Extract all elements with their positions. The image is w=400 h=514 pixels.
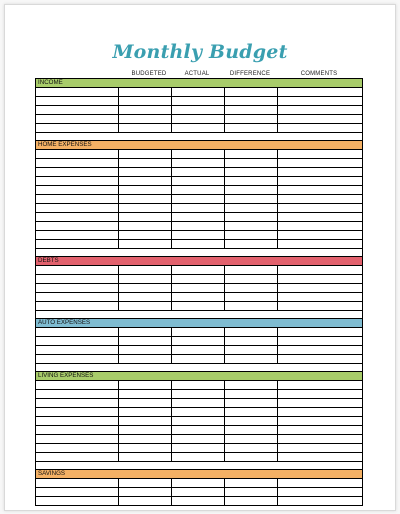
column-divider <box>277 106 278 114</box>
table-row[interactable] <box>36 266 362 275</box>
column-divider <box>277 275 278 283</box>
column-divider <box>171 97 172 105</box>
column-divider <box>171 213 172 221</box>
column-divider <box>171 150 172 158</box>
section-header-living-expenses: LIVING EXPENSES <box>36 372 362 381</box>
column-divider <box>277 186 278 194</box>
column-divider <box>118 399 119 407</box>
table-row[interactable] <box>36 231 362 240</box>
table-row[interactable] <box>36 159 362 168</box>
column-divider <box>277 97 278 105</box>
section-spacer <box>36 462 362 470</box>
column-header-comments: COMMENTS <box>300 71 338 77</box>
column-divider <box>224 204 225 212</box>
column-divider <box>171 479 172 487</box>
table-row[interactable] <box>36 381 362 390</box>
table-row[interactable] <box>36 302 362 311</box>
table-row[interactable] <box>36 328 362 337</box>
column-divider <box>224 328 225 336</box>
table-row[interactable] <box>36 417 362 426</box>
column-divider <box>224 399 225 407</box>
column-divider <box>171 293 172 301</box>
column-divider <box>171 355 172 363</box>
column-divider <box>118 417 119 425</box>
column-divider <box>171 284 172 292</box>
column-divider <box>118 337 119 345</box>
column-divider <box>118 222 119 230</box>
table-row[interactable] <box>36 426 362 435</box>
table-row[interactable] <box>36 408 362 417</box>
column-divider <box>277 293 278 301</box>
column-divider <box>277 417 278 425</box>
column-divider <box>118 390 119 398</box>
column-divider <box>277 150 278 158</box>
column-divider <box>277 222 278 230</box>
column-divider <box>277 302 278 310</box>
column-divider <box>171 435 172 443</box>
table-row[interactable] <box>36 168 362 177</box>
section-spacer <box>36 133 362 141</box>
section-header-debts: DEBTS <box>36 257 362 266</box>
column-divider <box>224 488 225 496</box>
column-divider <box>277 390 278 398</box>
column-divider <box>118 293 119 301</box>
table-row[interactable] <box>36 204 362 213</box>
table-row[interactable] <box>36 115 362 124</box>
column-divider <box>224 302 225 310</box>
column-divider <box>118 204 119 212</box>
column-divider <box>224 426 225 434</box>
column-divider <box>118 435 119 443</box>
column-divider <box>171 399 172 407</box>
column-divider <box>171 337 172 345</box>
column-divider <box>224 497 225 505</box>
column-divider <box>224 106 225 114</box>
column-divider <box>118 453 119 461</box>
column-divider <box>224 150 225 158</box>
column-divider <box>171 168 172 176</box>
table-row[interactable] <box>36 195 362 204</box>
column-divider <box>277 159 278 167</box>
table-row[interactable] <box>36 97 362 106</box>
table-row[interactable] <box>36 275 362 284</box>
table-row[interactable] <box>36 497 362 506</box>
column-divider <box>171 302 172 310</box>
column-divider <box>224 88 225 96</box>
column-divider <box>277 204 278 212</box>
column-divider <box>171 266 172 274</box>
column-divider <box>118 97 119 105</box>
column-divider <box>118 150 119 158</box>
column-divider <box>118 381 119 389</box>
column-divider <box>277 177 278 185</box>
column-divider <box>277 115 278 123</box>
column-divider <box>224 97 225 105</box>
column-divider <box>277 497 278 505</box>
column-divider <box>224 444 225 452</box>
column-divider <box>118 497 119 505</box>
column-divider <box>224 381 225 389</box>
column-divider <box>277 328 278 336</box>
column-divider <box>118 408 119 416</box>
section-header-savings: SAVINGS <box>36 470 362 479</box>
table-row[interactable] <box>36 106 362 115</box>
budget-table <box>35 78 363 506</box>
column-divider <box>277 479 278 487</box>
column-divider <box>118 275 119 283</box>
column-divider <box>118 159 119 167</box>
column-divider <box>171 497 172 505</box>
table-row[interactable] <box>36 390 362 399</box>
table-row[interactable] <box>36 355 362 364</box>
column-divider <box>118 213 119 221</box>
column-divider <box>224 417 225 425</box>
table-row[interactable] <box>36 293 362 302</box>
column-divider <box>118 284 119 292</box>
column-divider <box>118 488 119 496</box>
column-divider <box>118 168 119 176</box>
column-divider <box>224 195 225 203</box>
column-divider <box>118 426 119 434</box>
column-divider <box>224 453 225 461</box>
section-header-income: INCOME <box>36 79 362 88</box>
column-divider <box>118 88 119 96</box>
page-title: Monthly Budget <box>112 41 288 63</box>
column-divider <box>118 479 119 487</box>
column-divider <box>277 231 278 239</box>
column-divider <box>118 266 119 274</box>
table-row[interactable] <box>36 88 362 97</box>
column-divider <box>224 408 225 416</box>
column-divider <box>277 435 278 443</box>
column-divider <box>224 337 225 345</box>
column-divider <box>171 115 172 123</box>
table-row[interactable] <box>36 150 362 159</box>
column-header-difference: DIFFERENCE <box>229 71 271 77</box>
column-divider <box>224 213 225 221</box>
column-divider <box>224 435 225 443</box>
column-divider <box>171 381 172 389</box>
column-divider <box>118 346 119 354</box>
budget-sheet <box>4 4 396 511</box>
column-divider <box>118 195 119 203</box>
column-divider <box>277 444 278 452</box>
table-row[interactable] <box>36 240 362 249</box>
column-divider <box>171 240 172 248</box>
column-divider <box>277 426 278 434</box>
column-divider <box>118 186 119 194</box>
column-divider <box>171 231 172 239</box>
column-divider <box>118 106 119 114</box>
column-divider <box>118 231 119 239</box>
column-divider <box>171 204 172 212</box>
column-divider <box>224 168 225 176</box>
column-divider <box>118 115 119 123</box>
section-spacer <box>36 364 362 372</box>
column-divider <box>224 186 225 194</box>
table-row[interactable] <box>36 124 362 133</box>
column-divider <box>171 222 172 230</box>
column-divider <box>277 408 278 416</box>
column-divider <box>224 159 225 167</box>
column-divider <box>277 355 278 363</box>
section-header-home-expenses: HOME EXPENSES <box>36 141 362 150</box>
column-divider <box>277 337 278 345</box>
table-row[interactable] <box>36 337 362 346</box>
table-row[interactable] <box>36 213 362 222</box>
column-divider <box>118 444 119 452</box>
column-divider <box>171 390 172 398</box>
column-header-budgeted: BUDGETED <box>131 71 167 77</box>
column-divider <box>171 195 172 203</box>
column-divider <box>118 177 119 185</box>
table-row[interactable] <box>36 488 362 497</box>
column-divider <box>171 186 172 194</box>
column-divider <box>277 381 278 389</box>
column-divider <box>277 346 278 354</box>
table-row[interactable] <box>36 479 362 488</box>
column-divider <box>171 444 172 452</box>
table-row[interactable] <box>36 186 362 195</box>
column-divider <box>171 488 172 496</box>
table-row[interactable] <box>36 346 362 355</box>
column-divider <box>224 346 225 354</box>
column-divider <box>224 293 225 301</box>
column-divider <box>171 417 172 425</box>
column-divider <box>171 453 172 461</box>
column-divider <box>171 275 172 283</box>
column-divider <box>277 399 278 407</box>
column-divider <box>224 240 225 248</box>
column-divider <box>277 124 278 132</box>
column-divider <box>171 346 172 354</box>
column-divider <box>118 240 119 248</box>
column-divider <box>224 266 225 274</box>
column-header-actual: ACTUAL <box>184 71 210 77</box>
table-row[interactable] <box>36 222 362 231</box>
column-divider <box>224 355 225 363</box>
column-divider <box>171 124 172 132</box>
column-divider <box>277 488 278 496</box>
column-divider <box>118 124 119 132</box>
column-divider <box>277 213 278 221</box>
column-divider <box>118 355 119 363</box>
column-divider <box>118 302 119 310</box>
table-row[interactable] <box>36 399 362 408</box>
column-divider <box>224 275 225 283</box>
column-divider <box>171 408 172 416</box>
column-divider <box>224 115 225 123</box>
column-divider <box>277 240 278 248</box>
section-header-auto-expenses: AUTO EXPENSES <box>36 319 362 328</box>
column-divider <box>171 177 172 185</box>
column-divider <box>224 479 225 487</box>
column-divider <box>171 328 172 336</box>
column-divider <box>224 390 225 398</box>
column-divider <box>224 124 225 132</box>
table-row[interactable] <box>36 435 362 444</box>
column-divider <box>277 266 278 274</box>
table-row[interactable] <box>36 444 362 453</box>
table-row[interactable] <box>36 453 362 462</box>
column-divider <box>171 106 172 114</box>
column-divider <box>171 426 172 434</box>
table-row[interactable] <box>36 284 362 293</box>
column-divider <box>277 284 278 292</box>
column-divider <box>224 222 225 230</box>
column-divider <box>277 168 278 176</box>
section-spacer <box>36 249 362 257</box>
column-divider <box>224 231 225 239</box>
table-row[interactable] <box>36 177 362 186</box>
column-divider <box>277 195 278 203</box>
column-divider <box>277 88 278 96</box>
section-spacer <box>36 311 362 319</box>
column-divider <box>118 328 119 336</box>
column-divider <box>224 284 225 292</box>
column-divider <box>171 159 172 167</box>
column-divider <box>171 88 172 96</box>
column-divider <box>224 177 225 185</box>
column-divider <box>277 453 278 461</box>
